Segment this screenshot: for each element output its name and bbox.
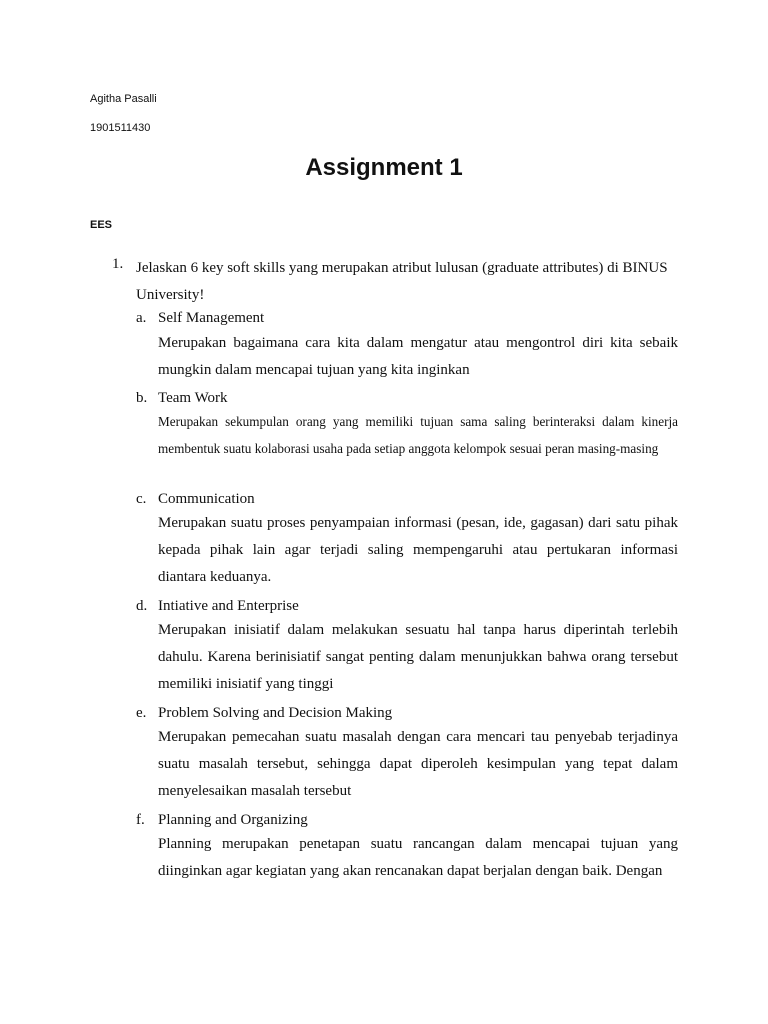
list-item-letter: d.: [136, 598, 148, 614]
list-item-title: Team Work: [158, 390, 228, 406]
list-item-title: Planning and Organizing: [158, 812, 308, 828]
list-item-title: Communication: [158, 491, 255, 507]
section-label: EES: [90, 219, 113, 231]
list-item-letter: a.: [136, 310, 147, 326]
list-item-title: Problem Solving and Decision Making: [158, 705, 393, 721]
list-item-description: Merupakan bagaimana cara kita dalam mengatur atau mengontrol diri kita sebaik mungkin dalam mencapai tujuan yang kita inginkan: [158, 335, 678, 378]
list-item-description: Merupakan inisiatif dalam melakukan sesuatu hal tanpa harus diperintah terlebih dahulu. Karena berinisiatif sangat penting dalam menunjukkan bahwa orang tersebut memiliki inisiatif yang tinggi: [158, 622, 678, 692]
list-item-description: Merupakan pemecahan suatu masalah dengan cara mencari tau penyebab terjadinya suatu masalah tersebut, sehingga dapat diperoleh kesimpulan yang tepat dalam menyelesaikan masalah tersebut: [158, 729, 678, 799]
question-number: 1.: [112, 256, 124, 272]
list-item-letter: e.: [136, 705, 147, 721]
list-item-description: Merupakan suatu proses penyampaian informasi (pesan, ide, gagasan) dari satu pihak kepada pihak lain agar terjadi saling mempengaruhi atau pertukaran informasi diantara keduanya.: [158, 515, 678, 585]
list-item-description: Planning merupakan penetapan suatu rancangan dalam mencapai tujuan yang diinginkan agar kegiatan yang akan rencanakan dapat berjalan dengan baik. Dengan: [158, 836, 678, 879]
list-item-letter: f.: [136, 812, 145, 828]
list-item-letter: c.: [136, 491, 147, 507]
list-item-letter: b.: [136, 390, 148, 406]
list-item-title: Intiative and Enterprise: [158, 598, 299, 614]
list-item-description: Merupakan sekumpulan orang yang memiliki tujuan sama saling berinteraksi dalam kinerja membentuk suatu kolaborasi usaha pada setiap anggota kelompok sesuai peran masing-masing: [158, 414, 678, 456]
question-text: Jelaskan 6 key soft skills yang merupakan atribut lulusan (graduate attributes) di BINUS University!: [136, 260, 668, 303]
list-item-title: Self Management: [158, 310, 265, 326]
document-title: Assignment 1: [305, 154, 463, 181]
student-id: 1901511430: [90, 122, 151, 134]
author-name: Agitha Pasalli: [90, 93, 157, 105]
